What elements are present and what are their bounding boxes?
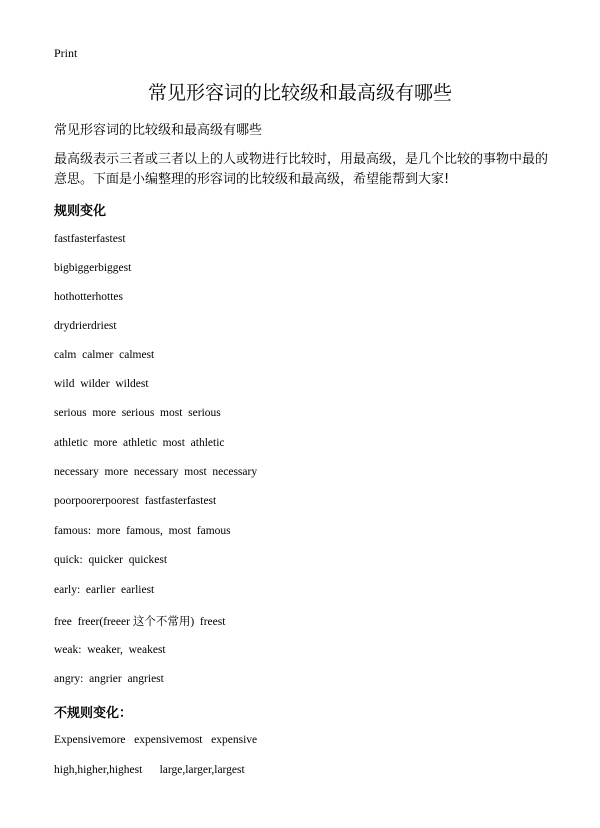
intro-paragraph: 最高级表示三者或三者以上的人或物进行比较时，用最高级，是几个比较的事物中最的意思。下面是小编整理的形容词的比较级和最高级，希望能帮到大家! (54, 152, 549, 187)
regular-item-15: weak: weaker, weakest (54, 644, 166, 656)
regular-section-heading: 规则变化 (54, 204, 107, 219)
regular-item-3: hothotterhottes (54, 291, 123, 303)
irregular-item-2: high,higher,highest large,larger,largest (54, 764, 245, 776)
regular-item-12: quick: quicker quickest (54, 554, 168, 566)
irregular-item-1: Expensivemore expensivemost expensive (54, 734, 258, 746)
regular-item-16: angry: angrier angriest (54, 673, 164, 685)
regular-item-11: famous: more famous, most famous (54, 525, 231, 537)
regular-item-14: free freer(freeer 这个不常用) freest (54, 616, 226, 628)
regular-item-6: wild wilder wildest (54, 378, 149, 390)
regular-item-5: calm calmer calmest (54, 349, 155, 361)
regular-item-9: necessary more necessary most necessary (54, 466, 258, 478)
page-title: 常见形容词的比较级和最高级有哪些 (147, 82, 452, 104)
regular-item-8: athletic more athletic most athletic (54, 437, 225, 449)
regular-item-4: drydrierdriest (54, 320, 117, 332)
regular-item-2: bigbiggerbiggest (54, 262, 132, 274)
regular-item-1: fastfasterfastest (54, 233, 126, 245)
subtitle: 常见形容词的比较级和最高级有哪些 (54, 123, 263, 138)
regular-item-7: serious more serious most serious (54, 407, 221, 419)
irregular-section-heading: 不规则变化： (54, 706, 133, 721)
print-label: Print (54, 46, 78, 60)
regular-item-13: early: earlier earliest (54, 584, 155, 596)
regular-item-10: poorpoorerpoorest fastfasterfastest (54, 495, 217, 507)
